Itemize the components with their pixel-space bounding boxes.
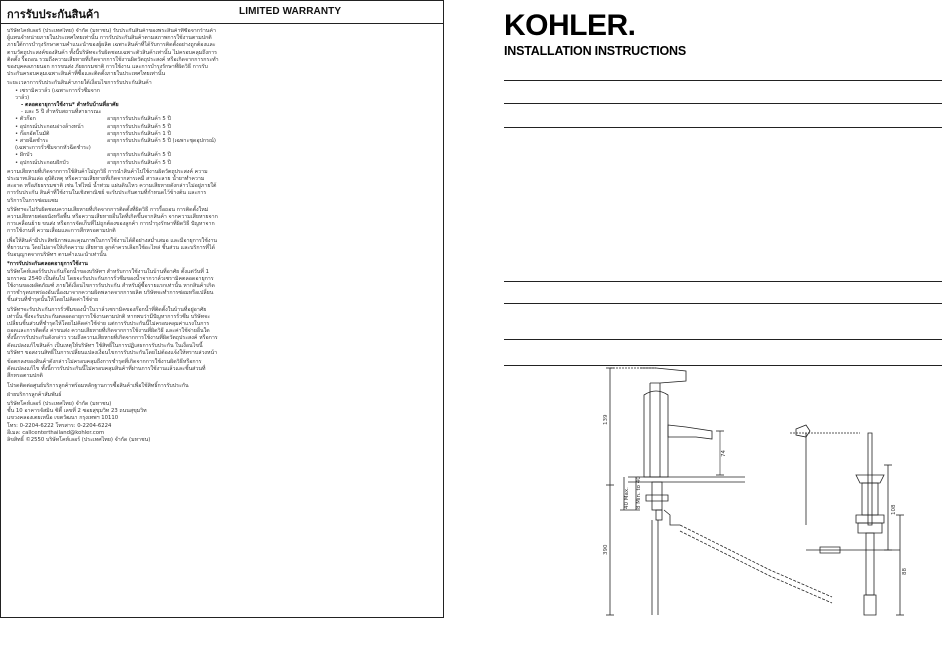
warranty-empty-column [223, 28, 441, 614]
faucet-dimension-drawing [600, 365, 945, 620]
spec-table-row [504, 103, 942, 128]
spec-table [504, 80, 942, 366]
lifetime-heading: *การรับประกันตลอดอายุการใช้งาน [7, 261, 88, 268]
coverage-row: • เซรามิควาล์ว (เฉพาะการรั่วซึมจากวาล์ว) [15, 87, 100, 101]
warranty-text [7, 28, 219, 614]
coverage-row: • อุปกรณ์ประกอบฝักบัว อายุการรับประกันสินค้า 5 ปี [15, 159, 171, 166]
instructions-title: INSTALLATION INSTRUCTIONS [504, 44, 687, 58]
dim-label-390: 390 [603, 544, 609, 555]
coverage-row: - ตลอดอายุการใช้งาน* สำหรับบ้านที่อาศัย [21, 102, 119, 109]
warranty-intro: บริษัทโคห์เลอร์ (ประเทศไทย) จำกัด (มหาชน) รับประกันสินค้าของพระสินค้าที่ซื้อจากร้านค้าผู้แทนจำหน่ายภายในประเทศไทยเท่านั้น การรับประกันสินค้าตามสภาพการใช้งานตามปกติ ภายใต้การบำรุงรักษาตามคำแนะนำของผู้ผลิต เฉพาะสินค้าที่ได้รับการติดตั้งอย่างถูกต้องและตามวัตถุประสงค์ของสินค้า ทั้งนี้บริษัทจะรับผิดชอบเฉพาะตัวสินค้าเท่านั้น ไม่ครอบคลุมถึงการติดตั้ง รื้อถอน รวมถึงความเสียหายที่เกิดจากการใช้งานผิดวัตถุประสงค์ หรือเกิดจากการกระทำของบุคคลภายนอก การขนส่ง ภัยธรรมชาติ การใช้งาน และการบำรุงรักษาที่ผิดวิธี การรับประกันครอบคลุมเฉพาะสินค้าที่ซื้อและติดตั้งภายในประเทศไทยเท่านั้น [7, 28, 219, 78]
warranty-paragraph-2: ความเสียหายที่เกิดจากการใช้สินค้าไม่ถูกวิธี การนำสินค้าไปใช้งานผิดวัตถุประสงค์ ความประมาทเลินเล่อ อุบัติเหตุ หรือความเสียหายที่เกิดจากสารเคมี สารละลาย น้ำยาทำความสะอาด หรือภัยธรรมชาติ เช่น ไฟไหม้ น้ำท่วม แผ่นดินไหว ความเสียหายดังกล่าวไม่อยู่ภายใต้การรับประกัน สินค้าที่ใช้งานในเชิงพาณิชย์ จะรับประกันตามที่กำหนดไว้ข้างต้น และการบริการในการซ่อมแซม [7, 168, 217, 204]
coverage-row: • ตัวก๊อก อายุการรับประกันสินค้า 5 ปี [15, 116, 171, 123]
warranty-paragraph-7: ข้อตกลงของสินค้าดังกล่าวไม่ครอบคลุมถึงการชำรุดที่เกิดจากการใช้งานผิดวิธีหรือการดัดแปลงแก้ไข ทั้งนี้การรับประกันนี้ไม่ครอบคลุมสินค้าที่ผ่านการใช้งานแล้วและชิ้นส่วนที่สึกหรอตามปกติ [7, 358, 206, 380]
warranty-english-title: LIMITED WARRANTY [239, 6, 342, 17]
warranty-panel [0, 0, 444, 618]
coverage-intro: ระยะเวลาการรับประกันสินค้าภายใต้เงื่อนไขการรับประกันสินค้า [7, 80, 152, 87]
dim-label-108: 108 [891, 504, 897, 515]
warranty-paragraph-8: โปรดติดต่อศูนย์บริการลูกค้าพร้อมหลักฐานการซื้อสินค้าเพื่อใช้สิทธิ์การรับประกัน [7, 382, 189, 389]
contact-block [7, 401, 219, 444]
kohler-logo: KOHLER. [504, 9, 636, 42]
phone-line: โทร: 0-2204-6222 โทรสาร: 0-2204-6224 [7, 422, 112, 429]
warranty-paragraph-6: บริษัทฯจะรับประกันการรั่วซึมของน้ำในวาล์วเซรามิคของก๊อกน้ำที่ติดตั้งในบ้านที่อยู่อาศัยเท่านั้น ซึ่งจะรับประกันตลอดอายุการใช้งานตามปกติ หากพบว่ามีปัญหาการรั่วซึม บริษัทจะเปลี่ยนชิ้นส่วนที่ชำรุดให้โดยไม่คิดค่าใช้จ่าย แต่การรับประกันนี้ไม่ครอบคลุมค่าแรงในการถอดและการติดตั้ง ค่าขนส่ง ความเสียหายที่เกิดจากการใช้งานที่ผิดวิธี และค่าใช้จ่ายอื่นใด ทั้งนี้การรับประกันดังกล่าว รวมถึงความเสียหายที่เกิดจากการใช้งานที่ผิดวัตถุประสงค์ หรือการดัดแปลงแก้ไขสินค้า เป็นเหตุให้บริษัทฯ ใช้สิทธิ์ในการปฏิเสธการรับประกัน ในเงื่อนไขนี้ บริษัทฯ ขอสงวนสิทธิ์ในการเปลี่ยนแปลงเงื่อนไขการรับประกันโดยไม่ต้องแจ้งให้ทราบล่วงหน้า [7, 306, 218, 356]
contact-intro: ฝ่ายบริการลูกค้าสัมพันธ์ [7, 391, 62, 398]
spec-table-row [504, 81, 942, 104]
dim-label-74: 74 [721, 450, 727, 457]
address-line-1: ชั้น 10 อาคารจัสมิน ซิตี้ เลขที่ 2 ซอยสุขุมวิท 23 ถนนสุขุมวิท [7, 408, 147, 415]
coverage-row: (เฉพาะการรั่วซึมจากหัวฉีดชำระ) [15, 145, 91, 152]
warranty-paragraph-3: บริษัทฯจะไม่รับผิดชอบความเสียหายที่เกิดจากการติดตั้งที่ผิดวิธี การรื้อถอน การติดตั้งใหม่ ความเสียหายต่อผนังหรือพื้น หรือความเสียหายอื่นใดที่เกิดขึ้นจากสินค้า จากความเสียหายจากการเคลื่อนย้าย ขนส่ง หรือการจัดเก็บที่ไม่ถูกต้องของลูกค้า การบำรุงรักษาที่ผิดวิธี ปัญหาจากการใช้งานที่ ความเสื่อมและการสึกหรอตามปกติ [7, 206, 218, 235]
coverage-row: • ก๊อกอัตโนมัติ อายุการรับประกันสินค้า 1 ปี [15, 130, 171, 137]
spec-table-row [504, 281, 942, 304]
coverage-list [7, 88, 219, 167]
address-line-2: แขวงคลองเตยเหนือ เขตวัฒนา กรุงเทพฯ 10110 [7, 415, 119, 422]
company-name: บริษัทโคห์เลอร์ (ประเทศไทย) จำกัด (มหาชน) [7, 400, 112, 407]
email-line: อีเมล: callcenterthailand@kohler.com [7, 429, 105, 436]
warranty-paragraph-5: บริษัทโคห์เลอร์รับประกันก๊อกน้ำของบริษัทฯ สำหรับการใช้งานในบ้านที่อาศัย ตั้งแต่วันที่ 1 มกราคม 2540 เป็นต้นไป โดยจะรับประกันการรั่วซึมของน้ำจากวาล์วเซรามิคตลอดอายุการใช้งานของผลิตภัณฑ์ ภายใต้เงื่อนไขการรับประกัน สำหรับผู้ซื้อรายแรกเท่านั้น หากสินค้าเกิดการชำรุดบกพร่องอันเนื่องมาจากความผิดพลาดจากการผลิต บริษัทจะทำการซ่อมหรือเปลี่ยนชิ้นส่วนที่ชำรุดนั้นให้โดยไม่คิดค่าใช้จ่าย [7, 268, 215, 304]
copyright-line: ลิขสิทธิ์ ©2550 บริษัทโคห์เลอร์ (ประเทศไทย) จำกัด (มหาชน) [7, 436, 151, 443]
warranty-header [1, 1, 443, 24]
dim-label-8-to-40: 8 Min. to 40 [636, 476, 642, 509]
spec-table-row [504, 303, 942, 340]
warranty-thai-title: การรับประกันสินค้า [7, 9, 100, 21]
spec-table-row [504, 127, 942, 282]
coverage-row: • ฝักบัว อายุการรับประกันสินค้า 5 ปี [15, 152, 171, 159]
coverage-row: • อุปกรณ์ประกอบอ่างล้างหน้า อายุการรับประกันสินค้า 5 ปี [15, 123, 171, 130]
dim-label-139: 139 [603, 414, 609, 425]
dim-label-40-max: 40 Max. [624, 487, 630, 509]
coverage-row: - และ 5 ปี สำหรับสถานที่สาธารณะ [21, 109, 102, 116]
coverage-row: • สายฉีดชำระ อายุการรับประกันสินค้า 5 ปี (เฉพาะชุดอุปกรณ์) [15, 138, 216, 145]
warranty-paragraph-4: เพื่อให้สินค้ามีประสิทธิภาพและคุณภาพในการใช้งานได้ดีอย่างสม่ำเสมอ และมีอายุการใช้งานที่ยาวนาน โดยไม่อาจให้เกิดความ เสียหาย ลูกค้าควรเลือกใช้อะไหล่ ชิ้นส่วน และบริการที่ได้รับอนุญาตจากบริษัทฯ ตามคำแนะนำเท่านั้น [7, 237, 218, 259]
dim-label-88: 88 [902, 568, 908, 575]
